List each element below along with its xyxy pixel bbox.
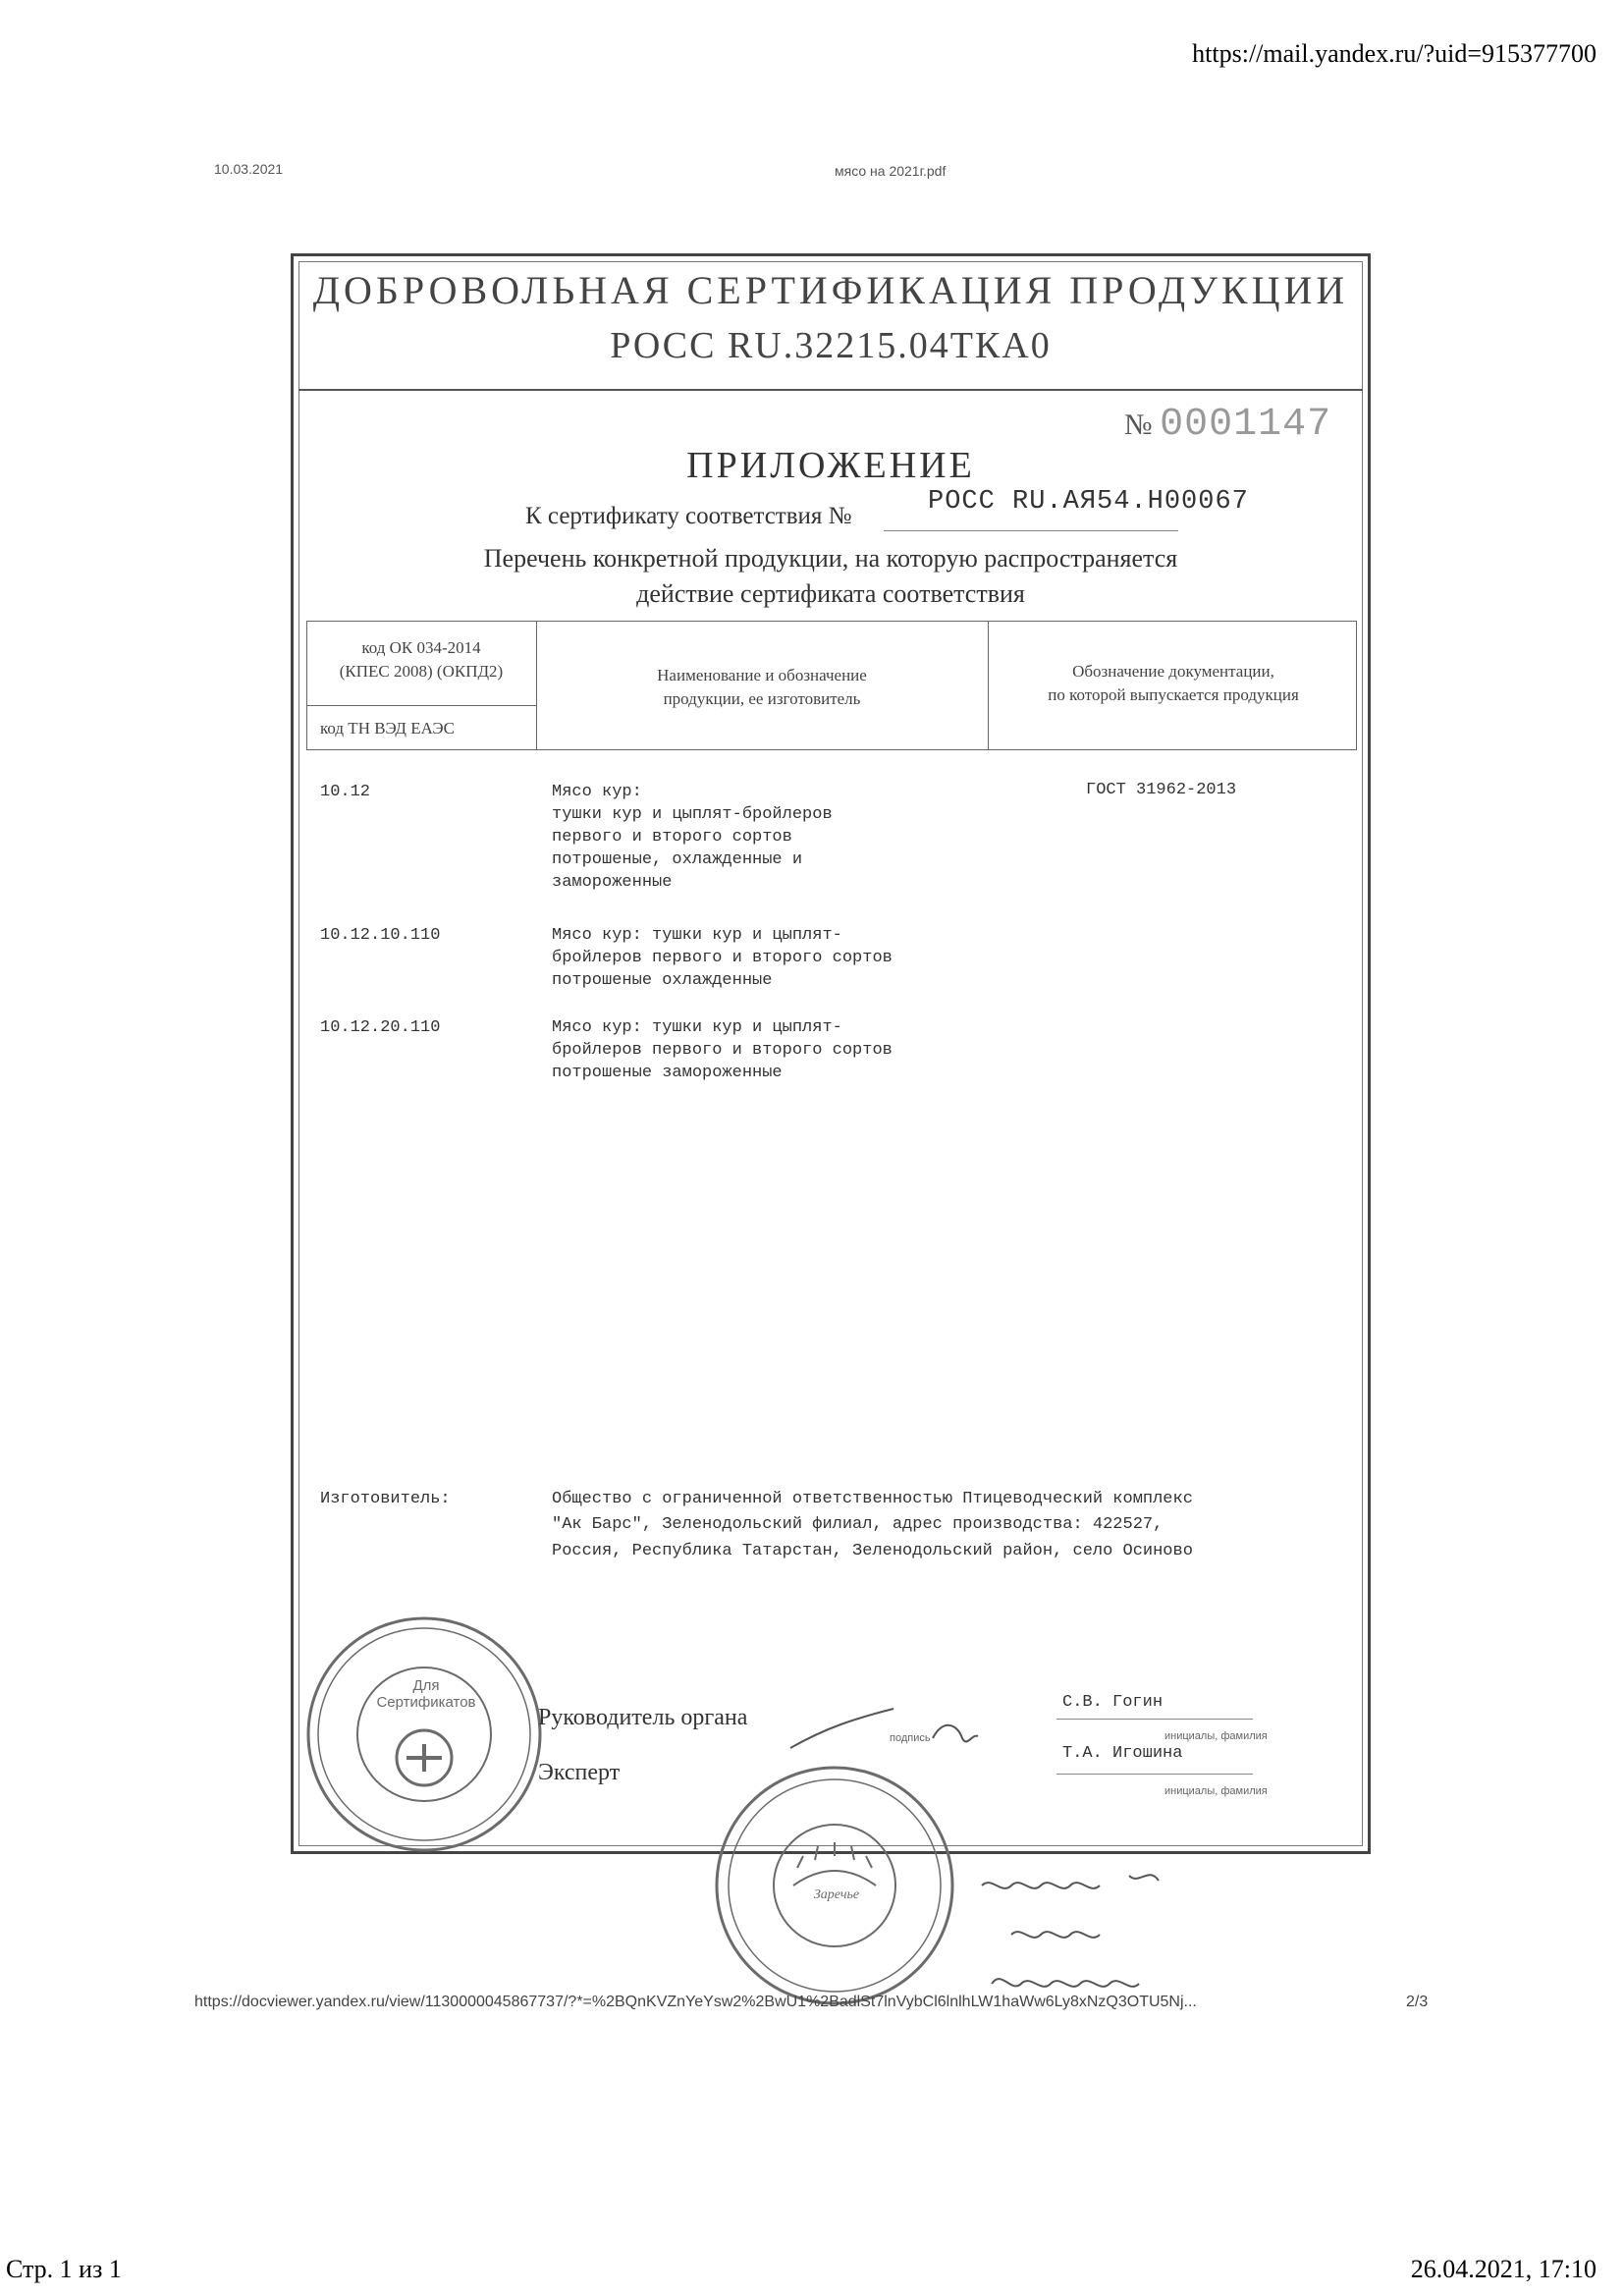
stamp2-center-text: Заречье xyxy=(813,1887,860,1902)
list-heading-line1: Перечень конкретной продукции, на которую распространяется xyxy=(483,544,1178,573)
expert-name: Т.А. Игошина xyxy=(1062,1744,1183,1763)
table-row-doc: ГОСТ 31962-2013 xyxy=(1086,781,1237,799)
manufacturer-label: Изготовитель: xyxy=(320,1490,451,1508)
header-documentation: Обозначение документации, по которой выпускается продукция xyxy=(1048,662,1299,704)
form-number-value: 0001147 xyxy=(1160,403,1332,447)
certification-system-title: ДОБРОВОЛЬНАЯ СЕРТИФИКАЦИЯ ПРОДУКЦИИ xyxy=(312,268,1349,312)
form-number xyxy=(1124,403,1331,447)
table-row-code: 10.12.20.110 xyxy=(320,1018,441,1037)
certification-system-code: РОСС RU.32215.04ТКА0 xyxy=(610,325,1052,366)
form-number-label: № xyxy=(1124,409,1153,441)
table-divider xyxy=(988,621,989,750)
header-tnved: код ТН ВЭД ЕАЭС xyxy=(320,719,455,738)
signature-line xyxy=(1056,1774,1253,1775)
header-okpd2: код ОК 034-2014 (КПЕС 2008) (ОКПД2) xyxy=(339,638,504,681)
header-product-name: Наименование и обозначение продукции, ее изготовитель xyxy=(657,666,867,708)
initials-caption-expert: инициалы, фамилия xyxy=(1164,1785,1268,1797)
table-row-name: Мясо кур: тушки кур и цыплят- бройлеров первого и второго сортов потрошеные замороженные xyxy=(552,1018,893,1082)
stamp1-center-text: Для Сертификатов xyxy=(376,1677,476,1711)
table-row-code: 10.12 xyxy=(320,783,371,801)
expert-label: Эксперт xyxy=(538,1760,621,1785)
table-row-code: 10.12.10.110 xyxy=(320,926,441,945)
handwritten-annotation xyxy=(972,1866,1208,2003)
head-of-body-name: С.В. Гогин xyxy=(1062,1693,1164,1712)
header-divider xyxy=(298,389,1363,391)
viewer-filename: мясо на 2021г.pdf xyxy=(835,163,947,179)
certificate-number-underline xyxy=(884,530,1178,531)
table-divider xyxy=(306,705,536,706)
viewer-date: 10.03.2021 xyxy=(214,161,284,177)
certificate-number: РОСС RU.АЯ54.Н00067 xyxy=(928,487,1249,517)
viewer-footer-url: https://docviewer.yandex.ru/view/1130000045867737/?*=%2BQnKVZnYeYsw2%2BwU1%2BadlSt7lnVybCl6lnlhLW1haWw6Ly8xNzQ3OTU5Nj... xyxy=(194,1994,1197,2010)
print-datetime: 26.04.2021, 17:10 xyxy=(1410,2255,1597,2283)
to-certificate-label: К сертификату соответствия № xyxy=(525,503,852,529)
certification-body-stamp xyxy=(300,1611,548,1858)
initials-caption-head: инициалы, фамилия xyxy=(1164,1730,1268,1742)
entrepreneur-seal xyxy=(707,1758,962,2013)
manufacturer-text: Общество с ограниченной ответственностью Птицеводческий комплекс "Ак Барс", Зеленодольский филиал, адрес производства: 422527, Россия, Республика Татарстан, Зеленодольский район, село Осиново xyxy=(552,1490,1193,1560)
table-row-name: Мясо кур: тушки кур и цыплят- бройлеров первого и второго сортов потрошеные охлажденные xyxy=(552,926,893,990)
print-url: https://mail.yandex.ru/?uid=915377700 xyxy=(1192,39,1597,68)
table-row-name: Мясо кур: тушки кур и цыплят-бройлеров первого и второго сортов потрошеные, охлажденные и замороженные xyxy=(552,783,833,892)
handwritten-signature xyxy=(785,1699,982,1758)
list-heading-line2: действие сертификата соответствия xyxy=(636,579,1025,608)
signature-caption: подпись xyxy=(890,1732,931,1744)
page-counter: Стр. 1 из 1 xyxy=(6,2255,122,2283)
viewer-footer-page: 2/3 xyxy=(1406,1994,1429,2010)
appendix-title: ПРИЛОЖЕНИЕ xyxy=(686,445,975,486)
signature-line xyxy=(1056,1719,1253,1720)
head-of-body-label: Руководитель органа xyxy=(538,1705,748,1730)
